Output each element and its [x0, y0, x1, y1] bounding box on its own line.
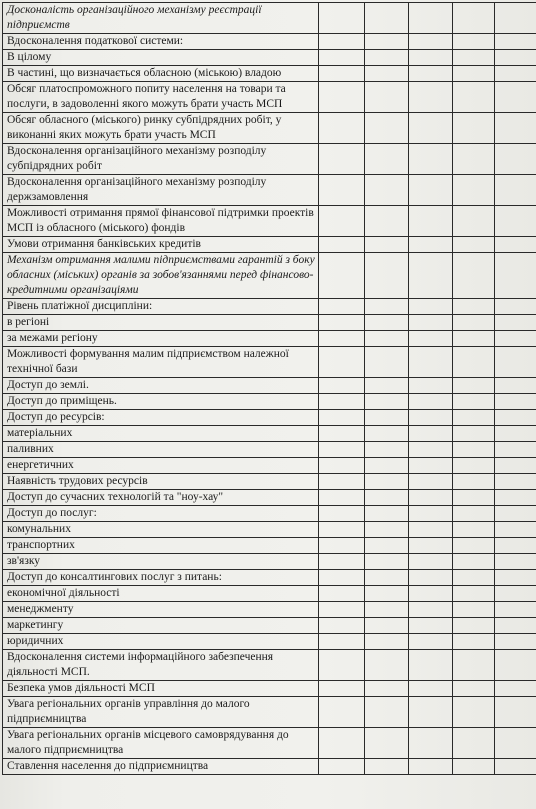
score-cell[interactable] — [453, 34, 495, 50]
criterion-label: паливних — [3, 442, 319, 458]
score-cell[interactable] — [453, 728, 495, 759]
score-cell[interactable] — [409, 206, 453, 237]
criterion-label: Механізм отримання малими підприємствами гарантій з боку обласних (міських) органів за зобов'язаннями перед фінансово-кредитними організаціями — [3, 253, 319, 299]
score-cell[interactable] — [409, 490, 453, 506]
score-cell[interactable] — [495, 331, 536, 347]
score-cell[interactable] — [319, 650, 365, 681]
score-cell[interactable] — [365, 378, 409, 394]
table-row — [3, 759, 536, 775]
score-cell[interactable] — [453, 759, 495, 775]
score-cell[interactable] — [453, 586, 495, 602]
score-cell[interactable] — [495, 554, 536, 570]
score-cell[interactable] — [453, 378, 495, 394]
score-cell[interactable] — [409, 570, 453, 586]
score-cell[interactable] — [453, 442, 495, 458]
score-cell[interactable] — [319, 759, 365, 775]
score-cell[interactable] — [319, 570, 365, 586]
criterion-label: менеджменту — [3, 602, 319, 618]
criterion-label: Вдосконалення організаційного механізму розподілу держзамовлення — [3, 175, 319, 206]
score-cell[interactable] — [453, 538, 495, 554]
score-cell[interactable] — [495, 347, 536, 378]
table-row — [3, 3, 536, 34]
table-row — [3, 650, 536, 681]
criterion-label: Доступ до послуг: — [3, 506, 319, 522]
score-cell[interactable] — [365, 554, 409, 570]
score-cell[interactable] — [453, 602, 495, 618]
score-cell[interactable] — [319, 299, 365, 315]
score-cell[interactable] — [409, 50, 453, 66]
score-cell[interactable] — [453, 426, 495, 442]
score-cell[interactable] — [365, 426, 409, 442]
table-row — [3, 522, 536, 538]
criterion-label: зв'язку — [3, 554, 319, 570]
score-cell[interactable] — [365, 394, 409, 410]
score-cell[interactable] — [365, 586, 409, 602]
score-cell[interactable] — [409, 522, 453, 538]
criterion-label: Доступ до землі. — [3, 378, 319, 394]
score-cell[interactable] — [319, 522, 365, 538]
score-cell[interactable] — [495, 394, 536, 410]
table-row — [3, 538, 536, 554]
score-cell[interactable] — [365, 206, 409, 237]
score-cell[interactable] — [409, 82, 453, 113]
score-cell[interactable] — [453, 394, 495, 410]
score-cell[interactable] — [453, 315, 495, 331]
table-row — [3, 410, 536, 426]
score-cell[interactable] — [365, 570, 409, 586]
criterion-label: транспортних — [3, 538, 319, 554]
score-cell[interactable] — [495, 759, 536, 775]
table-row — [3, 728, 536, 759]
score-cell[interactable] — [409, 442, 453, 458]
score-cell[interactable] — [495, 634, 536, 650]
score-cell[interactable] — [409, 394, 453, 410]
score-cell[interactable] — [495, 253, 536, 299]
score-cell[interactable] — [319, 3, 365, 34]
score-cell[interactable] — [365, 410, 409, 426]
score-cell[interactable] — [409, 347, 453, 378]
score-cell[interactable] — [409, 175, 453, 206]
criterion-label: Ставлення населення до підприємництва — [3, 759, 319, 775]
table-row — [3, 347, 536, 378]
score-cell[interactable] — [453, 50, 495, 66]
score-cell[interactable] — [365, 458, 409, 474]
score-cell[interactable] — [409, 474, 453, 490]
table-row — [3, 634, 536, 650]
score-cell[interactable] — [319, 144, 365, 175]
score-cell[interactable] — [453, 3, 495, 34]
table-row — [3, 474, 536, 490]
table-row — [3, 697, 536, 728]
score-cell[interactable] — [409, 586, 453, 602]
score-cell[interactable] — [319, 474, 365, 490]
score-cell[interactable] — [495, 586, 536, 602]
score-cell[interactable] — [409, 602, 453, 618]
score-cell[interactable] — [453, 570, 495, 586]
score-cell[interactable] — [365, 50, 409, 66]
score-cell[interactable] — [409, 299, 453, 315]
score-cell[interactable] — [495, 237, 536, 253]
score-cell[interactable] — [365, 759, 409, 775]
score-cell[interactable] — [453, 650, 495, 681]
table-row — [3, 315, 536, 331]
score-cell[interactable] — [409, 378, 453, 394]
score-cell[interactable] — [495, 299, 536, 315]
score-cell[interactable] — [365, 697, 409, 728]
score-cell[interactable] — [365, 315, 409, 331]
criterion-label: комунальних — [3, 522, 319, 538]
score-cell[interactable] — [453, 554, 495, 570]
score-cell[interactable] — [409, 506, 453, 522]
criterion-label: Доступ до приміщень. — [3, 394, 319, 410]
score-cell[interactable] — [319, 410, 365, 426]
criterion-label: В цілому — [3, 50, 319, 66]
criterion-label: Вдосконалення податкової системи: — [3, 34, 319, 50]
score-cell[interactable] — [365, 3, 409, 34]
score-cell[interactable] — [453, 347, 495, 378]
score-cell[interactable] — [365, 442, 409, 458]
criterion-label: Доступ до ресурсів: — [3, 410, 319, 426]
score-cell[interactable] — [365, 522, 409, 538]
table-row — [3, 66, 536, 82]
score-cell[interactable] — [409, 331, 453, 347]
score-cell[interactable] — [409, 237, 453, 253]
criterion-label: Наявність трудових ресурсів — [3, 474, 319, 490]
score-cell[interactable] — [319, 538, 365, 554]
criterion-label: Вдосконалення організаційного механізму розподілу субпідрядних робіт — [3, 144, 319, 175]
criterion-label: Доступ до консалтингових послуг з питань: — [3, 570, 319, 586]
score-cell[interactable] — [495, 378, 536, 394]
score-cell[interactable] — [365, 299, 409, 315]
score-cell[interactable] — [365, 113, 409, 144]
score-cell[interactable] — [319, 490, 365, 506]
score-cell[interactable] — [409, 3, 453, 34]
criterion-label: юридичних — [3, 634, 319, 650]
score-cell[interactable] — [409, 650, 453, 681]
score-cell[interactable] — [409, 554, 453, 570]
table-row — [3, 458, 536, 474]
score-cell[interactable] — [319, 347, 365, 378]
score-cell[interactable] — [319, 634, 365, 650]
criterion-label: Можливості отримання прямої фінансової підтримки проектів МСП із обласного (міського) фондів — [3, 206, 319, 237]
score-cell[interactable] — [495, 728, 536, 759]
score-cell[interactable] — [365, 650, 409, 681]
score-cell[interactable] — [319, 66, 365, 82]
score-cell[interactable] — [453, 474, 495, 490]
table-row — [3, 442, 536, 458]
score-cell[interactable] — [495, 650, 536, 681]
table-row — [3, 299, 536, 315]
score-cell[interactable] — [319, 426, 365, 442]
score-cell[interactable] — [453, 490, 495, 506]
score-cell[interactable] — [319, 50, 365, 66]
score-cell[interactable] — [453, 331, 495, 347]
criterion-label: Доступ до сучасних технологій та "ноу-хау" — [3, 490, 319, 506]
score-cell[interactable] — [365, 347, 409, 378]
score-cell[interactable] — [453, 618, 495, 634]
criterion-label: Умови отримання банківських кредитів — [3, 237, 319, 253]
table-row — [3, 554, 536, 570]
score-cell[interactable] — [495, 426, 536, 442]
score-cell[interactable] — [365, 681, 409, 697]
table-row — [3, 144, 536, 175]
score-cell[interactable] — [409, 538, 453, 554]
score-cell[interactable] — [319, 34, 365, 50]
criterion-label: Обсяг платоспроможного попиту населення на товари та послуги, в задоволенні якого можуть брати участь МСП — [3, 82, 319, 113]
score-cell[interactable] — [409, 759, 453, 775]
score-cell[interactable] — [365, 602, 409, 618]
score-cell[interactable] — [319, 82, 365, 113]
score-cell[interactable] — [365, 66, 409, 82]
table-row — [3, 34, 536, 50]
score-cell[interactable] — [495, 538, 536, 554]
score-cell[interactable] — [409, 681, 453, 697]
table-row — [3, 426, 536, 442]
score-cell[interactable] — [319, 618, 365, 634]
score-cell[interactable] — [453, 522, 495, 538]
score-cell[interactable] — [495, 82, 536, 113]
score-cell[interactable] — [453, 253, 495, 299]
score-cell[interactable] — [319, 331, 365, 347]
score-cell[interactable] — [409, 34, 453, 50]
score-cell[interactable] — [409, 458, 453, 474]
assessment-table — [2, 2, 536, 775]
score-cell[interactable] — [495, 315, 536, 331]
score-cell[interactable] — [495, 681, 536, 697]
score-cell[interactable] — [409, 728, 453, 759]
score-cell[interactable] — [409, 66, 453, 82]
score-cell[interactable] — [495, 113, 536, 144]
criterion-label: маркетингу — [3, 618, 319, 634]
score-cell[interactable] — [409, 315, 453, 331]
score-cell[interactable] — [495, 490, 536, 506]
score-cell[interactable] — [319, 681, 365, 697]
score-cell[interactable] — [319, 458, 365, 474]
table-row — [3, 506, 536, 522]
score-cell[interactable] — [319, 394, 365, 410]
score-cell[interactable] — [365, 175, 409, 206]
score-cell[interactable] — [319, 602, 365, 618]
score-cell[interactable] — [319, 315, 365, 331]
table-row — [3, 681, 536, 697]
score-cell[interactable] — [453, 697, 495, 728]
score-cell[interactable] — [453, 113, 495, 144]
table-row — [3, 175, 536, 206]
score-cell[interactable] — [453, 206, 495, 237]
score-cell[interactable] — [495, 175, 536, 206]
score-cell[interactable] — [365, 237, 409, 253]
score-cell[interactable] — [365, 728, 409, 759]
score-cell[interactable] — [319, 113, 365, 144]
table-row — [3, 50, 536, 66]
score-cell[interactable] — [365, 474, 409, 490]
table-row — [3, 602, 536, 618]
score-cell[interactable] — [453, 681, 495, 697]
score-cell[interactable] — [495, 34, 536, 50]
score-cell[interactable] — [319, 253, 365, 299]
table-row — [3, 113, 536, 144]
score-cell[interactable] — [495, 618, 536, 634]
score-cell[interactable] — [453, 458, 495, 474]
table-row — [3, 331, 536, 347]
table-body — [3, 3, 536, 775]
score-cell[interactable] — [409, 253, 453, 299]
score-cell[interactable] — [319, 554, 365, 570]
criterion-label: економічної діяльності — [3, 586, 319, 602]
criterion-label: В частині, що визначається обласною (міською) владою — [3, 66, 319, 82]
score-cell[interactable] — [365, 82, 409, 113]
table-row — [3, 237, 536, 253]
score-cell[interactable] — [319, 728, 365, 759]
score-cell[interactable] — [409, 634, 453, 650]
table-row — [3, 378, 536, 394]
score-cell[interactable] — [319, 175, 365, 206]
table-row — [3, 253, 536, 299]
score-cell[interactable] — [319, 586, 365, 602]
score-cell[interactable] — [409, 144, 453, 175]
score-cell[interactable] — [495, 506, 536, 522]
score-cell[interactable] — [453, 237, 495, 253]
score-cell[interactable] — [453, 144, 495, 175]
score-cell[interactable] — [453, 82, 495, 113]
score-cell[interactable] — [365, 506, 409, 522]
score-cell[interactable] — [453, 410, 495, 426]
score-cell[interactable] — [495, 3, 536, 34]
score-cell[interactable] — [495, 522, 536, 538]
score-cell[interactable] — [319, 378, 365, 394]
score-cell[interactable] — [495, 206, 536, 237]
criterion-label: Можливості формування малим підприємством належної технічної бази — [3, 347, 319, 378]
criterion-label: Увага регіональних органів місцевого самоврядування до малого підприємництва — [3, 728, 319, 759]
table-row — [3, 82, 536, 113]
score-cell[interactable] — [409, 113, 453, 144]
score-cell[interactable] — [365, 34, 409, 50]
score-cell[interactable] — [365, 144, 409, 175]
table-row — [3, 618, 536, 634]
score-cell[interactable] — [453, 299, 495, 315]
score-cell[interactable] — [453, 175, 495, 206]
score-cell[interactable] — [409, 618, 453, 634]
criterion-label: Досконалість організаційного механізму реєстрації підприємств — [3, 3, 319, 34]
score-cell[interactable] — [495, 570, 536, 586]
score-cell[interactable] — [319, 442, 365, 458]
criterion-label: Безпека умов діяльності МСП — [3, 681, 319, 697]
criterion-label: в регіоні — [3, 315, 319, 331]
score-cell[interactable] — [319, 506, 365, 522]
criterion-label: за межами регіону — [3, 331, 319, 347]
score-cell[interactable] — [495, 458, 536, 474]
score-cell[interactable] — [365, 490, 409, 506]
table-row — [3, 394, 536, 410]
score-cell[interactable] — [319, 697, 365, 728]
criterion-label: Вдосконалення системи інформаційного забезпечення діяльності МСП. — [3, 650, 319, 681]
score-cell[interactable] — [495, 442, 536, 458]
score-cell[interactable] — [495, 144, 536, 175]
score-cell[interactable] — [495, 697, 536, 728]
criterion-label: Увага регіональних органів управління до малого підприємництва — [3, 697, 319, 728]
score-cell[interactable] — [409, 697, 453, 728]
score-cell[interactable] — [319, 206, 365, 237]
score-cell[interactable] — [495, 602, 536, 618]
score-cell[interactable] — [365, 634, 409, 650]
score-cell[interactable] — [453, 66, 495, 82]
table-row — [3, 206, 536, 237]
score-cell[interactable] — [495, 66, 536, 82]
criterion-label: енергетичних — [3, 458, 319, 474]
score-cell[interactable] — [365, 538, 409, 554]
criterion-label: Обсяг обласного (міського) ринку субпідрядних робіт, у виконанні яких можуть брати участь МСП — [3, 113, 319, 144]
table-row — [3, 490, 536, 506]
criterion-label: Рівень платіжної дисципліни: — [3, 299, 319, 315]
score-cell[interactable] — [365, 618, 409, 634]
score-cell[interactable] — [453, 634, 495, 650]
score-cell[interactable] — [495, 474, 536, 490]
score-cell[interactable] — [495, 50, 536, 66]
score-cell[interactable] — [365, 253, 409, 299]
score-cell[interactable] — [365, 331, 409, 347]
score-cell[interactable] — [319, 237, 365, 253]
criterion-label: матеріальних — [3, 426, 319, 442]
score-cell[interactable] — [453, 506, 495, 522]
score-cell[interactable] — [409, 426, 453, 442]
table-row — [3, 586, 536, 602]
score-cell[interactable] — [495, 410, 536, 426]
table-row — [3, 570, 536, 586]
score-cell[interactable] — [409, 410, 453, 426]
